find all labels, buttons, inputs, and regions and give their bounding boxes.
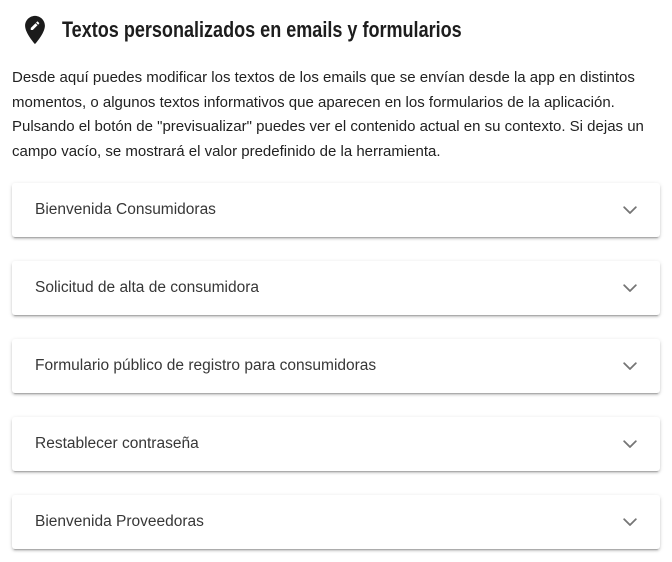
accordion-panel-label: Formulario público de registro para consumidoras (35, 357, 377, 374)
accordion-panel-label: Solicitud de alta de consumidora (35, 279, 260, 296)
chevron-down-icon (622, 436, 638, 452)
page-title: Textos personalizados en emails y formularios (62, 17, 462, 42)
accordion-panel[interactable] (12, 339, 660, 393)
accordion-panel-label: Restablecer contraseña (35, 435, 199, 452)
intro-text: Desde aquí puedes modificar los textos de los emails que se envían desde la app en distintos momentos, o algunos textos informativos que aparecen en los formularios de la aplicación. Pulsando el botón de "previsualizar" puedes ver el contenido actual en su contexto. Si dejas un campo vacío, se mostrará el valor predefinido de la herramienta. (12, 69, 644, 160)
page-header (18, 8, 660, 52)
accordion-panel[interactable] (12, 183, 660, 237)
chevron-down-icon (622, 514, 638, 530)
edit-location-icon (18, 10, 52, 50)
accordion-panel[interactable] (12, 417, 660, 471)
chevron-down-icon (622, 358, 638, 374)
chevron-down-icon (622, 280, 638, 296)
chevron-down-icon (622, 202, 638, 218)
accordion-panel[interactable] (12, 495, 660, 549)
accordion-panel-label: Bienvenida Proveedoras (35, 513, 204, 530)
accordion-panel-label: Bienvenida Consumidoras (35, 201, 216, 218)
accordion-panel[interactable] (12, 261, 660, 315)
accordion (12, 183, 660, 549)
